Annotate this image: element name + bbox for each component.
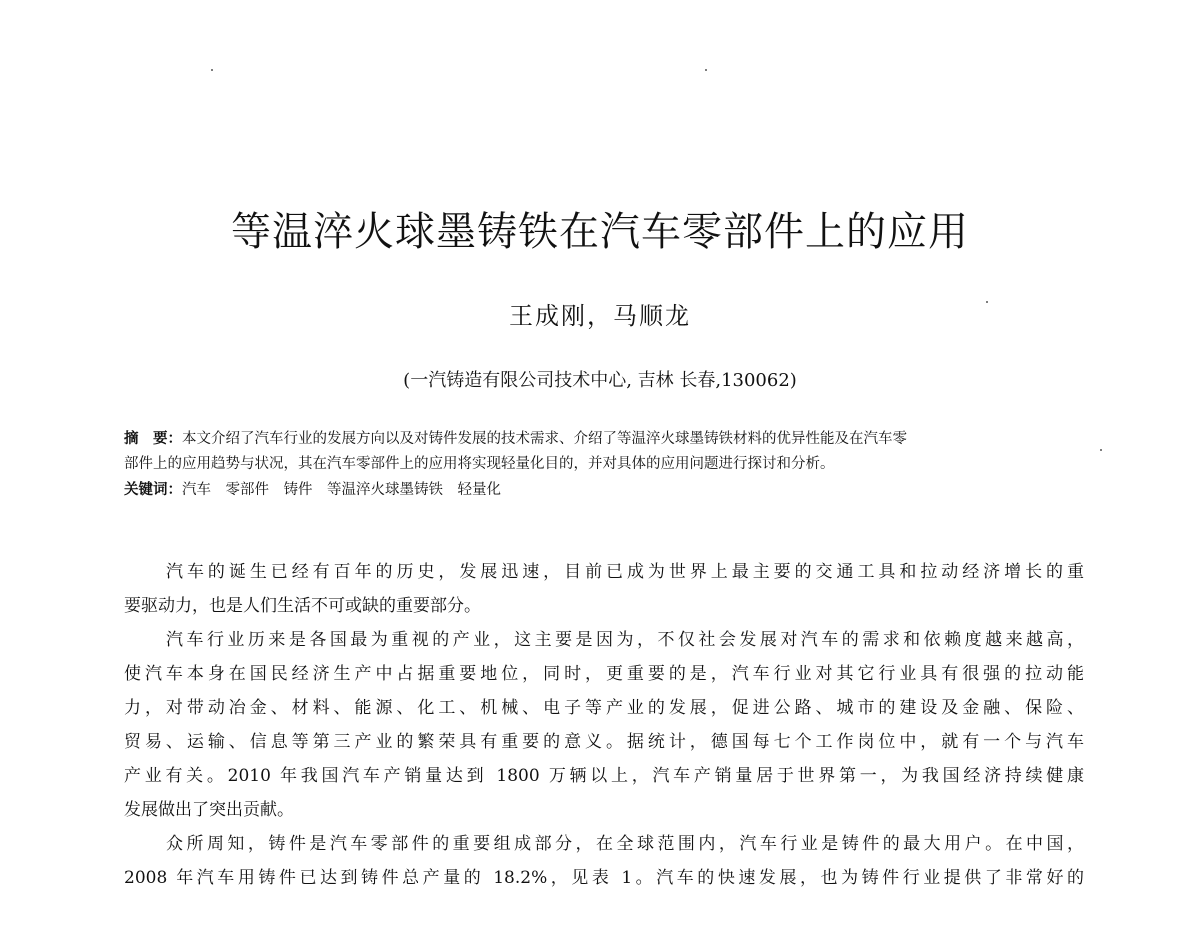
paragraph <box>124 555 1084 623</box>
scan-speck <box>211 69 213 71</box>
text-line: 贸易、运输、信息等第三产业的繁荣具有重要的意义。据统计，德国每七个工作岗位中，就有一个与汽车 <box>124 732 1084 752</box>
text-line: 产业有关。2010 年我国汽车产销量达到 1800 万辆以上，汽车产销量居于世界第一，为我国经济持续健康 <box>124 766 1084 786</box>
text-line: 汽车行业历来是各国最为重视的产业，这主要是因为，不仅社会发展对汽车的需求和依赖度越来越高， <box>166 630 1084 650</box>
abstract-label: 摘 要： <box>124 430 182 447</box>
scan-speck <box>1100 449 1102 451</box>
abstract-block <box>124 426 1094 503</box>
keywords-line <box>124 477 1094 503</box>
text-line: 发展做出了突出贡献。 <box>124 800 294 820</box>
text-line: 使汽车本身在国民经济生产中占据重要地位，同时，更重要的是，汽车行业对其它行业具有很强的拉动能 <box>124 664 1084 684</box>
author-list: 王成刚，马顺龙 <box>509 302 691 330</box>
text-line: 2008 年汽车用铸件已达到铸件总产量的 18.2%，见表 1。汽车的快速发展，也为铸件行业提供了非常好的 <box>124 868 1084 888</box>
paragraph <box>124 827 1084 895</box>
text-line: 力，对带动冶金、材料、能源、化工、机械、电子等产业的发展，促进公路、城市的建设及金融、保险、 <box>124 698 1084 718</box>
affiliation: (一汽铸造有限公司技术中心, 吉林 长春,130062) <box>403 370 797 391</box>
text-line: 众所周知，铸件是汽车零部件的重要组成部分，在全球范围内，汽车行业是铸件的最大用户。在中国， <box>166 834 1084 854</box>
abstract-text: 本文介绍了汽车行业的发展方向以及对铸件发展的技术需求、介绍了等温淬火球墨铸铁材料的优异性能及在汽车零 <box>182 431 907 447</box>
scan-speck <box>705 69 707 71</box>
body-text <box>124 555 1084 895</box>
paragraph <box>124 623 1084 827</box>
abstract-line <box>124 426 1094 452</box>
text-line: 要驱动力，也是人们生活不可或缺的重要部分。 <box>124 596 481 616</box>
paper-title: 等温淬火球墨铸铁在汽车零部件上的应用 <box>231 209 969 255</box>
abstract-line: 部件上的应用趋势与状况，其在汽车零部件上的应用将实现轻量化目的，并对具体的应用问题进行探讨和分析。 <box>124 456 835 472</box>
text-line: 汽车的诞生已经有百年的历史，发展迅速，目前已成为世界上最主要的交通工具和拉动经济增长的重 <box>166 562 1084 582</box>
keywords: 汽车 零部件 铸件 等温淬火球墨铸铁 轻量化 <box>182 482 501 498</box>
keywords-label: 关键词： <box>124 481 182 498</box>
